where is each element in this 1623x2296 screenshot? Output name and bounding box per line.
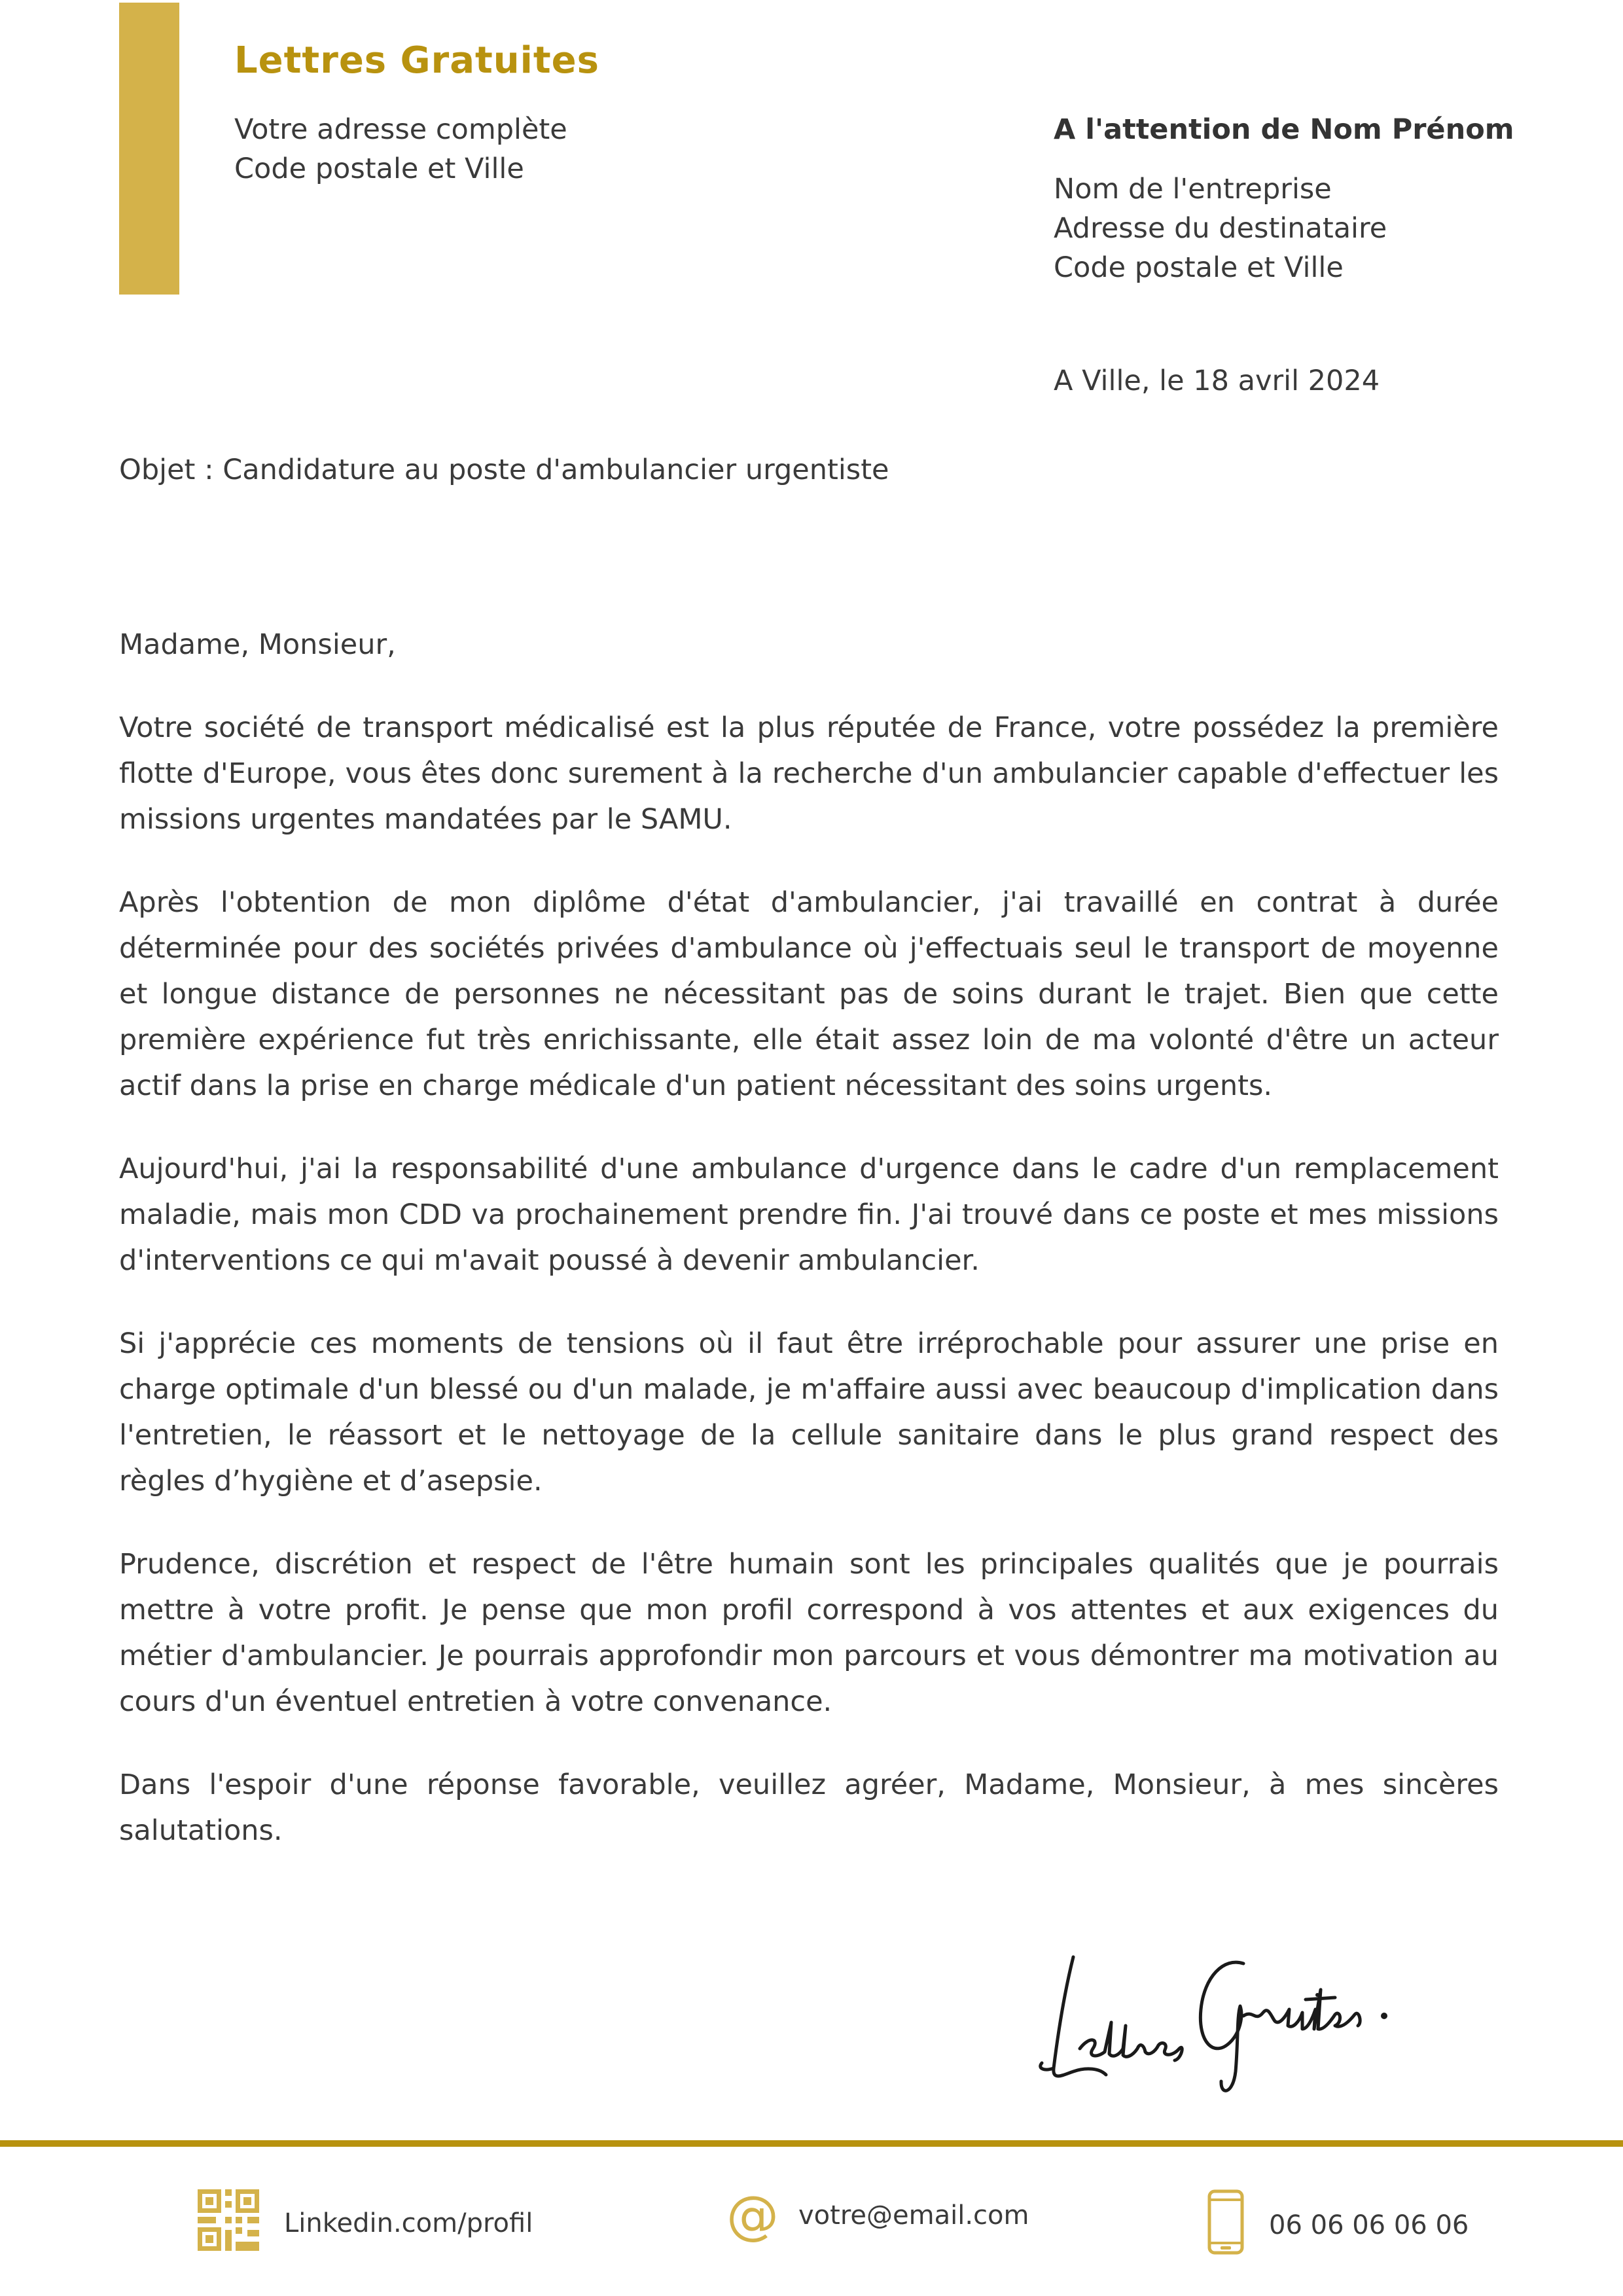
paragraph-3: Aujourd'hui, j'ai la responsabilité d'une ambulance d'urgence dans le cadre d'un remplacement maladie, mais mon CDD va prochainement prendre fin. J'ai trouvé dans ce poste et mes missions d'interventions ce qui m'avait poussé à devenir ambulancier. [119,1153,1499,1277]
linkedin-link[interactable]: Linkedin.com/profil [284,2208,533,2238]
contact-phone[interactable] [1207,2189,1469,2261]
handwritten-signature [1027,1918,1420,2114]
letter-date: A Ville, le 18 avril 2024 [1054,365,1380,397]
recipient-street: Adresse du destinataire [1054,212,1387,245]
brand-title: Lettres Gratuites [234,39,599,82]
greeting: Madame, Monsieur, [119,628,396,661]
recipient-city: Code postale et Ville [1054,251,1344,284]
recipient-address [1054,170,1387,287]
qr-code-icon [198,2189,259,2257]
phone-icon [1207,2189,1244,2261]
accent-bar [119,3,179,295]
paragraph-1: Votre société de transport médicalisé est la plus réputée de France, votre possédez la première flotte d'Europe, vous êtes donc surement à la recherche d'un ambulancier capable d'effectuer les missions urgentes mandatées par le SAMU. [119,711,1499,836]
email-link[interactable]: votre@email.com [798,2200,1029,2231]
paragraph-4: Si j'apprécie ces moments de tensions où il faut être irréprochable pour assurer une prise en charge optimale d'un blessé ou d'un malade, je m'affaire aussi avec beaucoup d'implication dans l'entretien, le réassort et le nettoyage de la cellule sanitaire dans le plus grand respect des règles d’hygiène et d’asepsie. [119,1327,1499,1498]
paragraph-2: Après l'obtention de mon diplôme d'état d'ambulancier, j'ai travaillé en contrat à durée déterminée pour des sociétés privées d'ambulance où j'effectuais seul le transport de moyenne et longue distance de personnes ne nécessitant pas de soins durant le trajet. Bien que cette première expérience fut très enrichissante, elle était assez loin de ma volonté d'être un acteur actif dans la prise en charge médicale d'un patient nécessitant des soins urgents. [119,886,1499,1102]
phone-number[interactable]: 06 06 06 06 06 [1269,2210,1469,2240]
letter-body [119,622,1499,1891]
recipient-company: Nom de l'entreprise [1054,173,1332,206]
sender-address-line1: Votre adresse complète [234,113,567,146]
at-sign-icon: @ [726,2185,779,2246]
sender-address [234,110,567,188]
letter-subject: Objet : Candidature au poste d'ambulancier urgentiste [119,454,889,486]
contact-email[interactable] [726,2185,1029,2246]
sender-address-line2: Code postale et Ville [234,152,524,185]
footer-divider [0,2140,1623,2147]
paragraph-6: Dans l'espoir d'une réponse favorable, veuillez agréer, Madame, Monsieur, à mes sincères salutations. [119,1768,1499,1847]
contact-linkedin[interactable] [198,2189,533,2257]
paragraph-5: Prudence, discrétion et respect de l'être humain sont les principales qualités que je pourrais mettre à votre profit. Je pense que mon profil correspond à vos attentes et aux exigences du métier d'ambulancier. Je pourrais approfondir mon parcours et vous démontrer ma motivation au cours d'un éventuel entretien à votre convenance. [119,1548,1499,1718]
recipient-title: A l'attention de Nom Prénom [1054,113,1514,146]
